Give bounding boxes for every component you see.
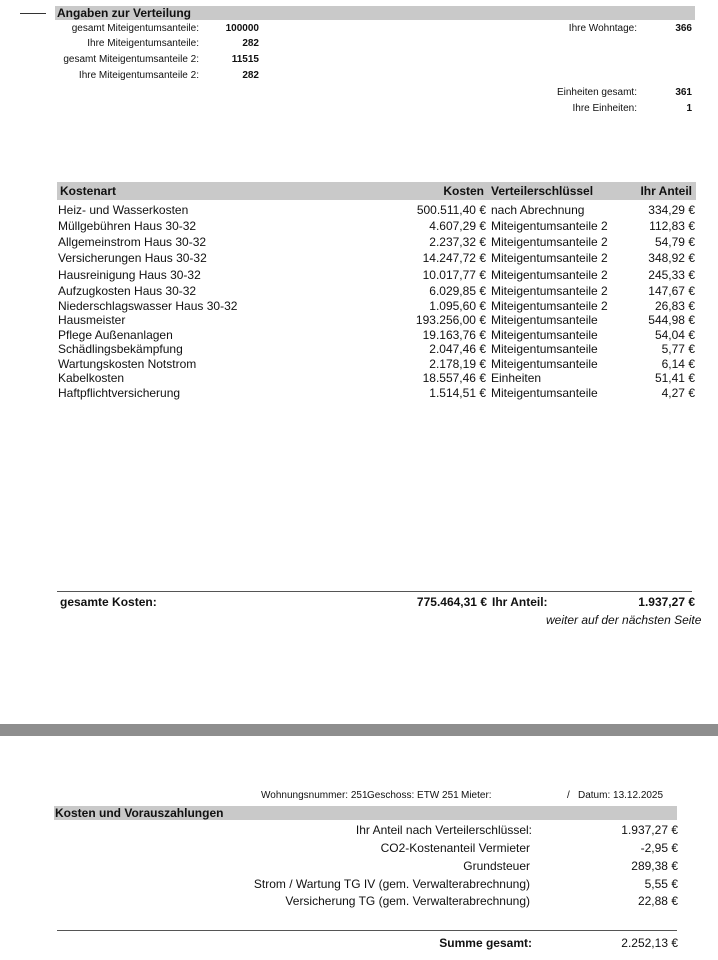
sum-value: 2.252,13 € <box>621 936 678 950</box>
your-share-label: Ihr Anteil: <box>492 595 548 609</box>
dist-label-0: gesamt Miteigentumsanteile: <box>71 23 199 34</box>
item-label-2: Grundsteuer <box>463 859 530 873</box>
cost-share: 5,77 € <box>661 342 695 356</box>
item-label-3: Strom / Wartung TG IV (gem. Verwalterabrechnung) <box>253 877 530 891</box>
dist-value-0: 100000 <box>225 23 259 34</box>
cost-key: Miteigentumsanteile <box>491 357 598 371</box>
cost-key: Miteigentumsanteile 2 <box>491 284 608 298</box>
item-label-0: Ihr Anteil nach Verteilerschlüssel: <box>355 823 532 837</box>
totals-rule <box>57 591 692 592</box>
cost-type: Müllgebühren Haus 30-32 <box>58 219 197 233</box>
cost-key: Miteigentumsanteile 2 <box>491 299 608 313</box>
dist-right-label-1: Einheiten gesamt: <box>556 87 637 98</box>
dist-right-label-0: Ihre Wohntage: <box>568 23 637 34</box>
cost-type: Schädlingsbekämpfung <box>58 342 183 356</box>
cost-type: Hausreinigung Haus 30-32 <box>58 268 201 282</box>
cost-amount: 18.557,46 € <box>422 371 486 385</box>
dist-right-value-1: 361 <box>675 87 692 98</box>
cost-share: 54,04 € <box>654 328 695 342</box>
cost-amount: 4.607,29 € <box>429 219 486 233</box>
cost-key: Miteigentumsanteile <box>491 313 598 327</box>
cost-key: Einheiten <box>491 371 542 385</box>
table-row <box>0 299 718 314</box>
total-costs-value: 775.464,31 € <box>416 595 487 609</box>
cost-amount: 10.017,77 € <box>422 268 486 282</box>
table-row <box>0 328 718 343</box>
cost-share: 26,83 € <box>654 299 695 313</box>
table-row <box>0 284 718 299</box>
cost-share: 544,98 € <box>648 313 695 327</box>
dist-value-2: 11515 <box>231 54 259 65</box>
col-header-type: Kostenart <box>60 184 117 198</box>
dist-right-value-0: 366 <box>675 23 692 34</box>
cost-key: Miteigentumsanteile <box>491 386 598 400</box>
cost-type: Aufzugkosten Haus 30-32 <box>58 284 197 298</box>
cost-type: Versicherungen Haus 30-32 <box>58 251 207 265</box>
cost-amount: 14.247,72 € <box>422 251 486 265</box>
total-costs-label: gesamte Kosten: <box>60 595 157 609</box>
cost-key: Miteigentumsanteile <box>491 328 598 342</box>
page-separator <box>0 724 718 736</box>
cost-amount: 1.514,51 € <box>429 386 486 400</box>
cost-amount: 193.256,00 € <box>415 313 486 327</box>
cost-type: Pflege Außenanlagen <box>58 328 173 342</box>
cost-share: 147,67 € <box>648 284 695 298</box>
cost-table-header-bar <box>57 182 696 200</box>
cost-share: 112,83 € <box>649 219 695 233</box>
meta-slash: / <box>567 790 570 801</box>
distribution-title: Angaben zur Verteilung <box>57 6 192 20</box>
dist-right-value-2: 1 <box>686 103 692 114</box>
cost-type: Hausmeister <box>58 313 126 327</box>
item-value-2: 289,38 € <box>631 859 678 873</box>
cost-share: 6,14 € <box>661 357 695 371</box>
cost-share: 334,29 € <box>648 203 695 217</box>
sum-label: Summe gesamt: <box>439 936 532 950</box>
table-row <box>0 219 718 234</box>
document-page-2 <box>0 736 718 960</box>
col-header-share: Ihr Anteil <box>640 184 692 198</box>
cost-amount: 1.095,60 € <box>429 299 486 313</box>
cost-key: Miteigentumsanteile 2 <box>491 251 608 265</box>
tenant-label: Mieter: <box>461 790 492 801</box>
dist-label-3: Ihre Miteigentumsanteile 2: <box>78 70 199 81</box>
cost-amount: 19.163,76 € <box>422 328 486 342</box>
cost-type: Allgemeinstrom Haus 30-32 <box>58 235 207 249</box>
cost-share: 51,41 € <box>654 371 695 385</box>
section-title: Kosten und Vorauszahlungen <box>55 806 224 820</box>
cost-type: Kabelkosten <box>58 371 125 385</box>
item-label-4: Versicherung TG (gem. Verwalterabrechnung) <box>285 894 530 908</box>
cost-share: 4,27 € <box>661 386 695 400</box>
continued-note: weiter auf der nächsten Seite <box>546 613 702 627</box>
floor-info: Geschoss: ETW 251 <box>367 790 459 801</box>
table-row <box>0 371 718 386</box>
col-header-cost: Kosten <box>443 184 484 198</box>
sum-rule <box>57 930 677 931</box>
item-value-0: 1.937,27 € <box>621 823 678 837</box>
table-row <box>0 342 718 357</box>
dist-label-1: Ihre Miteigentumsanteile: <box>87 38 199 49</box>
cost-amount: 2.237,32 € <box>429 235 486 249</box>
cost-key: nach Abrechnung <box>491 203 585 217</box>
cost-type: Niederschlagswasser Haus 30-32 <box>58 299 238 313</box>
apartment-number: Wohnungsnummer: 251 <box>261 790 368 801</box>
cost-share: 348,92 € <box>648 251 695 265</box>
dist-value-3: 282 <box>242 70 259 81</box>
cost-key: Miteigentumsanteile <box>491 342 598 356</box>
item-value-1: -2,95 € <box>640 841 678 855</box>
cost-type: Wartungskosten Notstrom <box>58 357 197 371</box>
table-row <box>0 357 718 372</box>
dist-right-label-2: Ihre Einheiten: <box>572 103 637 114</box>
cost-amount: 500.511,40 € <box>416 203 486 217</box>
table-row <box>0 203 718 218</box>
table-row <box>0 386 718 401</box>
table-row <box>0 268 718 283</box>
cost-type: Heiz- und Wasserkosten <box>58 203 189 217</box>
cost-amount: 2.047,46 € <box>429 342 486 356</box>
cost-amount: 6.029,85 € <box>429 284 486 298</box>
cost-share: 54,79 € <box>654 235 695 249</box>
cost-amount: 2.178,19 € <box>429 357 486 371</box>
table-row <box>0 251 718 266</box>
your-share-value: 1.937,27 € <box>638 595 695 609</box>
cost-share: 245,33 € <box>648 268 695 282</box>
document-date: Datum: 13.12.2025 <box>578 790 664 801</box>
table-row <box>0 313 718 328</box>
dist-value-1: 282 <box>242 38 259 49</box>
cost-key: Miteigentumsanteile 2 <box>491 268 608 282</box>
item-value-3: 5,55 € <box>644 877 678 891</box>
col-header-key: Verteilerschlüssel <box>491 184 594 198</box>
table-row <box>0 235 718 250</box>
dist-label-2: gesamt Miteigentumsanteile 2: <box>63 54 199 65</box>
cost-key: Miteigentumsanteile 2 <box>491 219 608 233</box>
cost-key: Miteigentumsanteile 2 <box>491 235 608 249</box>
item-value-4: 22,88 € <box>637 894 678 908</box>
header-rule <box>20 13 46 14</box>
cost-type: Haftpflichtversicherung <box>58 386 181 400</box>
item-label-1: CO2-Kostenanteil Vermieter <box>380 841 530 855</box>
